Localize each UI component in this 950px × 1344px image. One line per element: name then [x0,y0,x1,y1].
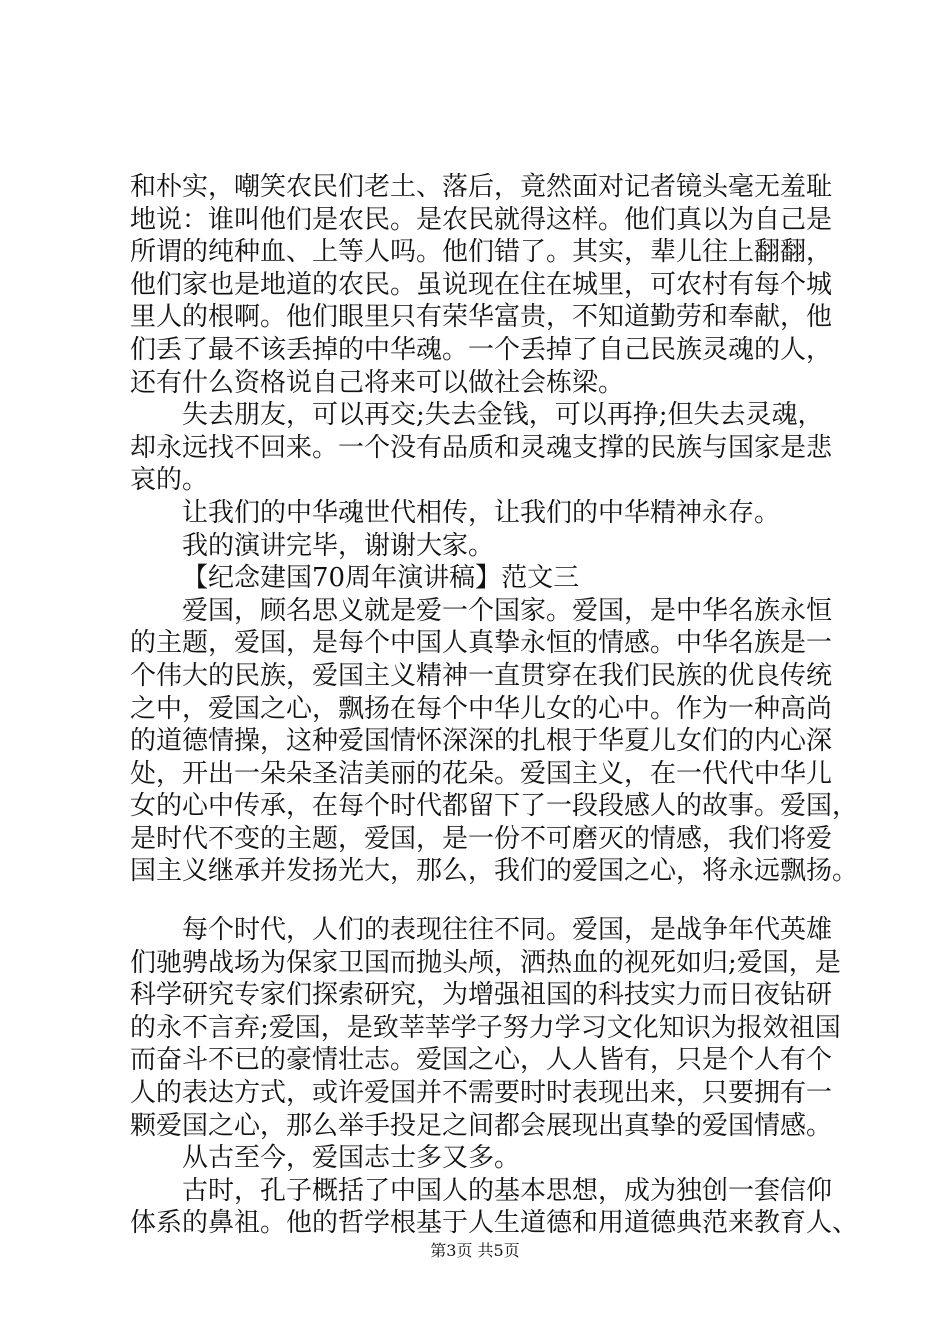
text-line: 和朴实，嘲笑农民们老土、落后，竟然面对记者镜头毫无羞耻 [130,172,833,202]
text-line: 【纪念建国70周年演讲稿】范文三 [182,563,580,594]
text-line: 从古至今，爱国志士多又多。 [182,1143,521,1174]
text-line: 的永不言弃;爱国，是致莘莘学子努力学习文化知识为报效祖国 [130,1012,841,1043]
paragraph [130,530,842,563]
text-line: 还有什么资格说自己将来可以做社会栋梁。 [130,367,625,398]
paragraph [130,497,842,530]
text-line: 失去朋友，可以再交;失去金钱，可以再挣;但失去灵魂， [182,400,824,431]
text-line: 而奋斗不已的豪情壮志。爱国之心，人人皆有，只是个人有个 [130,1045,833,1076]
page-footer: 第3页 共5页 [430,1241,520,1260]
text-line: 让我们的中华魂世代相传，让我们的中华精神永存。 [182,497,781,528]
paragraph-spacer [130,888,842,914]
text-line: 爱国，顾名思义就是爱一个国家。爱国，是中华名族永恒 [182,595,833,626]
text-line: 古时，孔子概括了中国人的基本思想，成为独创一套信仰 [182,1175,833,1206]
text-line: 个伟大的民族，爱国主义精神一直贯穿在我们民族的优良传统 [130,660,833,691]
paragraph [130,1175,859,1240]
text-line: 我的演讲完毕，谢谢大家。 [182,530,495,561]
text-line: 之中，爱国之心，飘扬在每个中华儿女的心中。作为一种高尚 [130,693,833,724]
text-line: 的道德情操，这种爱国情怀深深的扎根于华夏儿女们的内心深 [130,726,833,757]
text-line: 国主义继承并发扬光大，那么，我们的爱国之心，将永远飘扬。 [130,856,859,887]
text-line: 颗爱国之心，那么举手投足之间都会展现出真挚的爱国情感。 [130,1110,833,1141]
text-line: 科学研究专家们探索研究，为增强祖国的科技实力而日夜钻研 [130,980,833,1011]
paragraph [130,171,842,399]
text-line: 所谓的纯种血、上等人吗。他们错了。其实，辈儿往上翻翻， [130,237,833,268]
text-line: 们驰骋战场为保家卫国而抛头颅，洒热血的视死如归;爱国，是 [130,947,841,978]
text-line: 地说：谁叫他们是农民。是农民就得这样。他们真以为自己是 [130,204,833,235]
paragraph [130,399,842,497]
text-line: 他们家也是地道的农民。虽说现在住在城里，可农村有每个城 [130,269,833,300]
text-line: 每个时代，人们的表现往往不同。爱国，是战争年代英雄 [182,915,833,946]
text-line: 是时代不变的主题，爱国，是一份不可磨灭的情感，我们将爱 [130,823,833,854]
text-line: 里人的根啊。他们眼里只有荣华富贵，不知道勤劳和奉献，他 [130,302,833,333]
text-line: 却永远找不回来。一个没有品质和灵魂支撑的民族与国家是悲 [130,432,833,463]
paragraph [130,914,842,1142]
paragraph [130,1142,842,1175]
document-body [130,171,859,1240]
text-line: 人的表达方式，或许爱国并不需要时时表现出来，只要拥有一 [130,1078,833,1109]
paragraph [130,595,859,888]
text-line: 的主题，爱国，是每个中国人真挚永恒的情感。中华名族是一 [130,628,833,659]
text-line: 体系的鼻祖。他的哲学根基于人生道德和用道德典范来教育人、 [130,1208,859,1239]
text-line: 哀的。 [130,465,209,496]
text-line: 女的心中传承，在每个时代都留下了一段段感人的故事。爱国， [130,791,859,822]
text-line: 们丢了最不该丢掉的中华魂。一个丢掉了自己民族灵魂的人， [130,334,833,365]
text-line: 处，开出一朵朵圣洁美丽的花朵。爱国主义，在一代代中华儿 [130,758,833,789]
paragraph [130,562,842,595]
